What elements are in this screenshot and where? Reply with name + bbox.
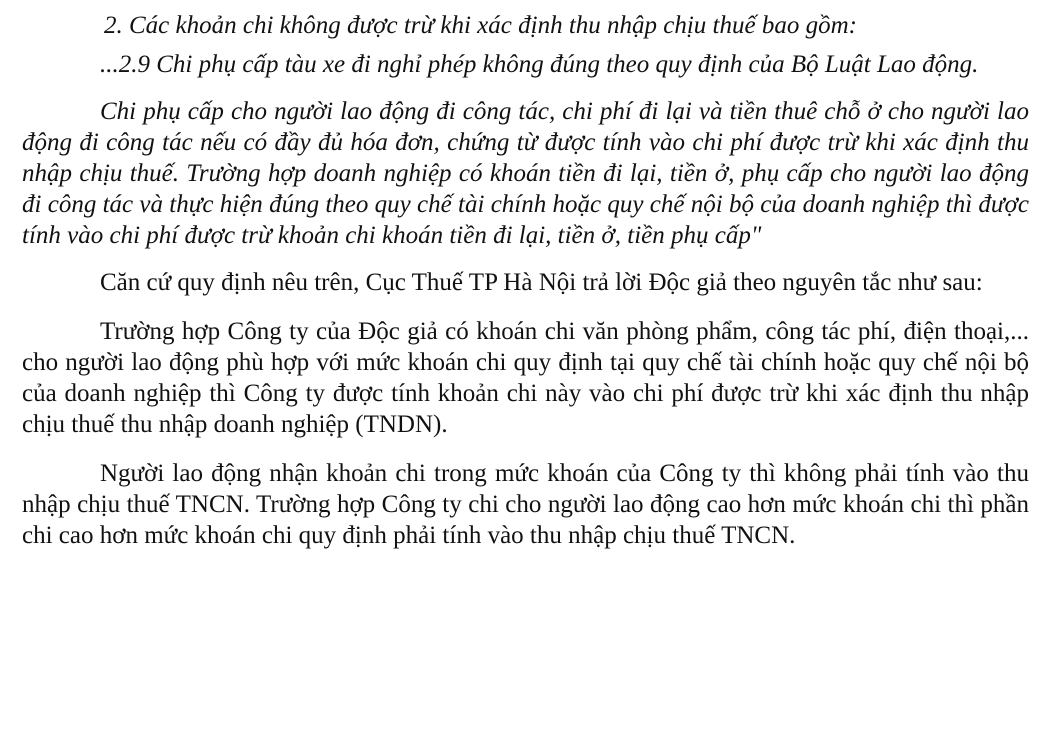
section-heading: 2. Các khoản chi không được trừ khi xác định thu nhập chịu thuế bao gồm:	[104, 12, 857, 39]
answer-paragraph-company: Trường hợp Công ty của Độc giả có khoán chi văn phòng phẩm, công tác phí, điện thoại,... cho người lao động phù hợp với mức khoán chi quy định tại quy chế tài chính hoặc quy chế nội bộ của doanh nghiệp thì Công ty được tính khoản chi này vào chi phí được trừ khi xác định thu nhập chịu thuế thu nhập doanh nghiệp (TNDN).	[22, 318, 1029, 438]
clause-2-9: ...2.9 Chi phụ cấp tàu xe đi nghỉ phép không đúng theo quy định của Bộ Luật Lao động.	[100, 51, 979, 78]
answer-paragraph-employee: Người lao động nhận khoản chi trong mức khoán của Công ty thì không phải tính vào thu nhập chịu thuế TNCN. Trường hợp Công ty chi cho người lao động cao hơn mức khoán chi thì phần chi cao hơn mức khoán chi quy định phải tính vào thu nhập chịu thuế TNCN.	[22, 460, 1029, 549]
quoted-regulation: Chi phụ cấp cho người lao động đi công tác, chi phí đi lại và tiền thuê chỗ ở cho người lao động đi công tác nếu có đầy đủ hóa đơn, chứng từ được tính vào chi phí được trừ khi xác định thu nhập chịu thuế. Trường hợp doanh nghiệp có khoán tiền đi lại, tiền ở, phụ cấp cho người lao động đi công tác và thực hiện đúng theo quy chế tài chính hoặc quy chế nội bộ của doanh nghiệp thì được tính vào chi phí được trừ khoản chi khoán tiền đi lại, tiền ở, tiền phụ cấp"	[22, 98, 1029, 249]
basis-paragraph: Căn cứ quy định nêu trên, Cục Thuế TP Hà Nội trả lời Độc giả theo nguyên tắc như sau:	[100, 269, 983, 296]
